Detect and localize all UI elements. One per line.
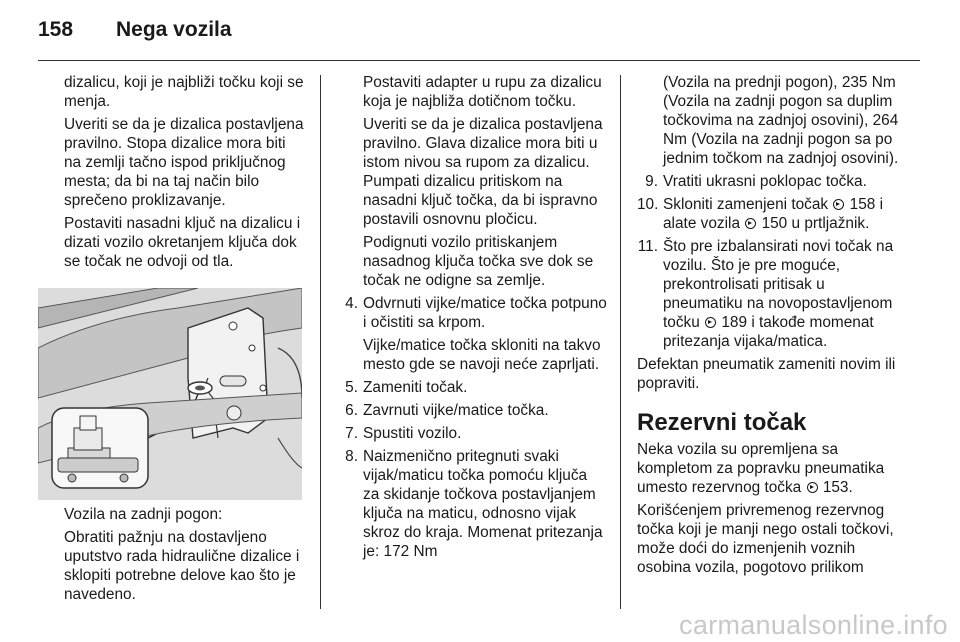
paragraph: Defektan pneumatik zameniti novim ili popraviti. <box>637 356 896 392</box>
paragraph: Korišćenjem privremenog rezervnog točka koji je manji nego ostali točkovi, može doći do izmenjenih voznih osobina vozila, pogotovo prilikom <box>637 502 894 576</box>
page-ref-icon <box>705 317 716 328</box>
paragraph: Uveriti se da je dizalica postavljena pravilno. Glava dizalice mora biti u istom nivou sa rupom za dizalicu. Pumpati dizalicu pritiskom na nasadni ključ točka, da bi ispravno postavili osnovnu pločicu. <box>363 116 603 228</box>
paragraph: dizalicu, koji je najbliži točku koji se menja. <box>64 74 304 110</box>
list-item: 6. Zavrnuti vijke/matice točka. <box>345 402 549 419</box>
list-item: 5. Zameniti točak. <box>345 379 468 396</box>
column-1 <box>64 73 304 275</box>
paragraph: Uveriti se da je dizalica postavljena pravilno. Stopa dizalice mora biti na zemlji tačno ispod priključnog mesta; da bi na taj način bilo sprečeno proklizavanje. <box>64 116 304 209</box>
page-ref-link[interactable]: 153. <box>822 479 853 496</box>
page-ref-icon <box>745 218 756 229</box>
paragraph: Vijke/matice točka skloniti na takvo mesto gde se navoji neće zaprljati. <box>363 337 601 373</box>
list-item: 9. Vratiti ukrasni poklopac točka. <box>645 173 867 190</box>
column-1-lower <box>64 505 304 608</box>
page-ref-link[interactable]: 158 <box>849 196 876 213</box>
list-item: 4. Odvrnuti vijke/matice točka potpuno i očistiti sa krpom. <box>345 295 607 331</box>
page-ref-link[interactable]: 189 <box>721 314 748 331</box>
list-item: 11. Što pre izbalansirati novi točak na vozilu. Što je pre moguće, prekontrolisati pritisak u pneumatiku na novopostavljenom točku 189 i takođe momenat pritezanja vijaka/matica. <box>637 238 894 350</box>
page-ref-icon <box>833 199 844 210</box>
page-number: 158 <box>38 18 74 41</box>
page-ref-link[interactable]: 150 <box>761 215 788 232</box>
list-item: 8. Naizmenično pritegnuti svaki vijak/maticu točka pomoću ključa za skidanje točkova postavljanjem ključa na maticu, odnosno vijak skroz do kraja. Momenat pritezanja je: 172 Nm <box>345 448 603 560</box>
page-header <box>38 18 232 42</box>
column-3 <box>637 73 905 581</box>
page-title: Nega vozila <box>116 18 232 41</box>
column-2 <box>337 73 607 565</box>
paragraph: (Vozila na prednji pogon), 235 Nm (Vozila na zadnji pogon sa duplim točkovima na zadnjoj osovini), 264 Nm (Vozila na zadnji pogon sa po jednim točkom na zadnjoj osovini). <box>663 74 899 167</box>
paragraph: Neka vozila su opremljena sa kompletom za popravku pneumatika umesto rezervnog točka 153. <box>637 441 885 496</box>
paragraph: Obratiti pažnju na dostavljeno uputstvo rada hidraulične dizalice i sklopiti potrebne delove kao što je navedeno. <box>64 529 300 603</box>
page-ref-icon <box>807 482 818 493</box>
header-rule <box>38 60 920 61</box>
list-item: 7. Spustiti vozilo. <box>345 425 462 442</box>
paragraph: Vozila na zadnji pogon: <box>64 506 223 523</box>
paragraph: Podignuti vozilo pritiskanjem nasadnog ključa točka sve dok se točak ne odigne sa zemlje. <box>363 234 594 289</box>
list-item: 10. Skloniti zamenjeni točak 158 i alate vozila 150 u prtljažnik. <box>637 196 884 232</box>
paragraph: Postaviti nasadni ključ na dizalicu i dizati vozilo okretanjem ključa dok se točak ne odvoji od tla. <box>64 215 301 270</box>
column-divider-1 <box>320 75 321 609</box>
paragraph: Postaviti adapter u rupu za dizalicu koja je najbliža dotičnom točku. <box>363 74 602 110</box>
watermark: carmanualsonline.info <box>679 610 948 640</box>
column-divider-2 <box>620 75 621 609</box>
section-heading: Rezervni točak <box>637 409 807 436</box>
jack-illustration <box>38 288 302 500</box>
